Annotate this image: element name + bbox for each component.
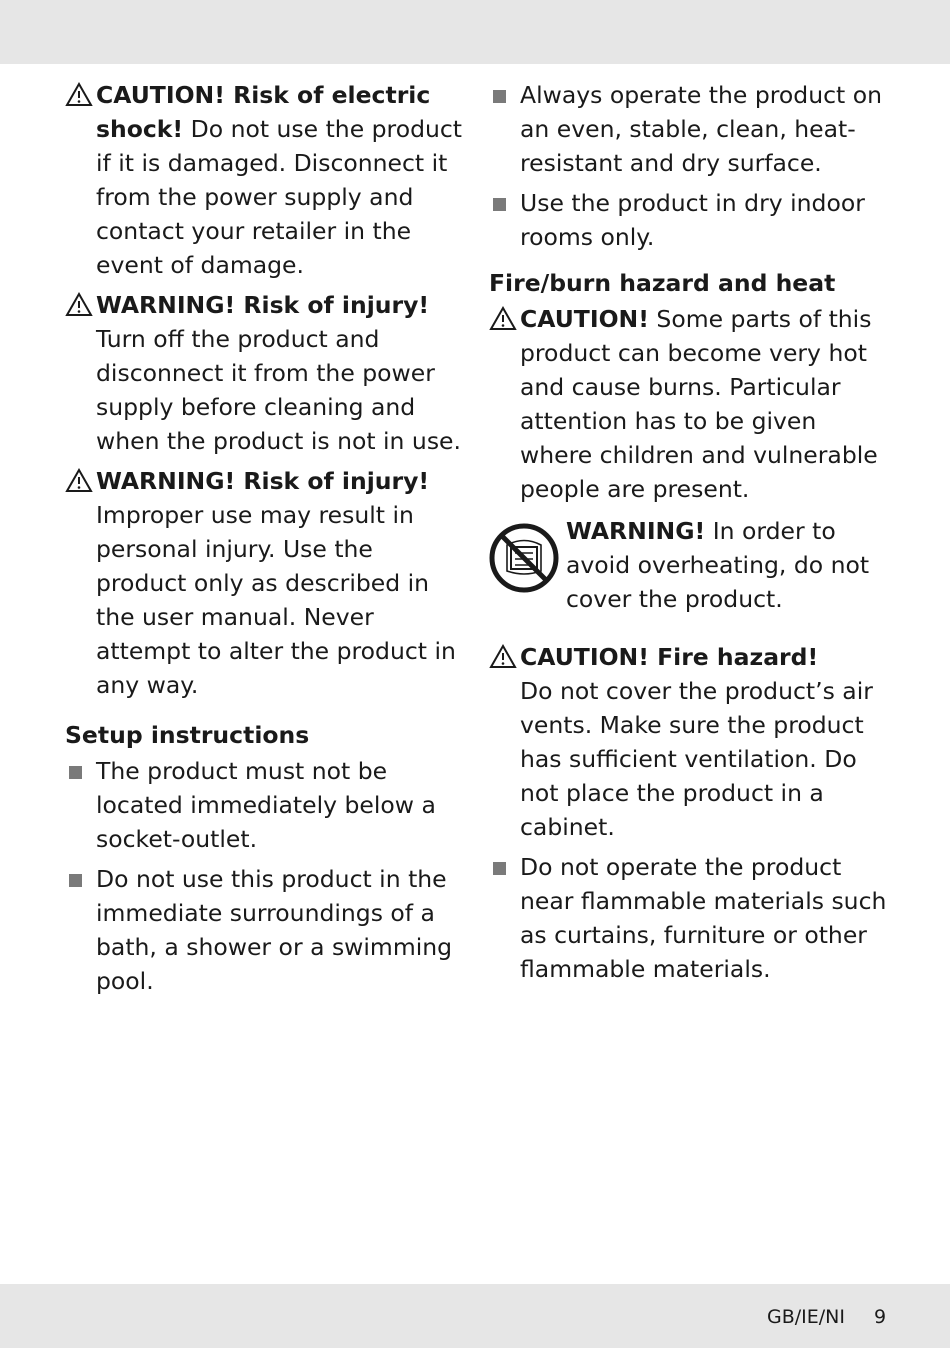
square-bullet-icon	[493, 862, 506, 875]
caution-heading: CAUTION! Fire hazard!	[520, 643, 819, 671]
header-band	[0, 0, 950, 64]
caution-fire-hazard	[489, 640, 889, 844]
footer-region-label: GB/IE/NI	[767, 1306, 845, 1328]
square-bullet-icon	[69, 766, 82, 779]
warning-do-not-cover	[489, 514, 889, 624]
caution-text: Do not use the product if it is damaged. Disconnect it from the power supply and contact your retailer in the event of damage.	[96, 115, 463, 279]
warning-triangle-icon	[489, 644, 517, 669]
warning-heading: WARNING!	[566, 517, 706, 545]
caution-heading: CAUTION!	[520, 305, 649, 333]
right-column	[489, 78, 889, 992]
list-item-text: Use the product in dry indoor rooms only.	[520, 189, 865, 251]
list-item-text: Do not operate the product near flammable materials such as curtains, furniture or other flammable materials.	[520, 853, 887, 983]
caution-heading: CAUTION! Risk of electric shock!	[96, 81, 431, 143]
square-bullet-icon	[493, 90, 506, 103]
setup-instructions-heading: Setup instructions	[65, 721, 310, 749]
page-number: 9	[874, 1306, 887, 1328]
caution-text: Do not cover the product’s air vents. Make sure the product has sufficient ventilation. Do not place the product in a cabinet.	[520, 677, 873, 841]
left-column	[65, 78, 465, 1004]
list-item	[489, 78, 889, 180]
warning-heading: WARNING! Risk of injury!	[96, 291, 430, 319]
list-item	[65, 862, 465, 998]
list-item-text: The product must not be located immediately below a socket-outlet.	[96, 757, 436, 853]
fire-hazard-heading: Fire/burn hazard and heat	[489, 269, 836, 297]
caution-hot-surfaces	[489, 302, 889, 506]
warning-injury-improper-use	[65, 464, 465, 702]
list-item	[489, 186, 889, 254]
list-item-text: Always operate the product on an even, stable, clean, heat-resistant and dry surface.	[520, 81, 882, 177]
square-bullet-icon	[493, 198, 506, 211]
warning-text: In order to avoid overheating, do not cover the product.	[566, 517, 870, 613]
list-item	[489, 850, 889, 986]
square-bullet-icon	[69, 874, 82, 887]
list-item-text: Do not use this product in the immediate surroundings of a bath, a shower or a swimming pool.	[96, 865, 453, 995]
warning-heading: WARNING! Risk of injury!	[96, 467, 430, 495]
warning-triangle-icon	[65, 82, 93, 107]
warning-triangle-icon	[65, 292, 93, 317]
warning-triangle-icon	[65, 468, 93, 493]
warning-text: Improper use may result in personal injury. Use the product only as described in the user manual. Never attempt to alter the product in any way.	[96, 501, 456, 699]
list-item	[65, 754, 465, 856]
do-not-cover-icon	[489, 523, 559, 593]
warning-text: Turn off the product and disconnect it from the power supply before cleaning and when the product is not in use.	[96, 325, 461, 455]
warning-triangle-icon	[489, 306, 517, 331]
caution-text: Some parts of this product can become very hot and cause burns. Particular attention has to be given where children and vulnerable people are present.	[520, 305, 878, 503]
warning-injury-cleaning	[65, 288, 465, 458]
caution-electric-shock	[65, 78, 465, 282]
